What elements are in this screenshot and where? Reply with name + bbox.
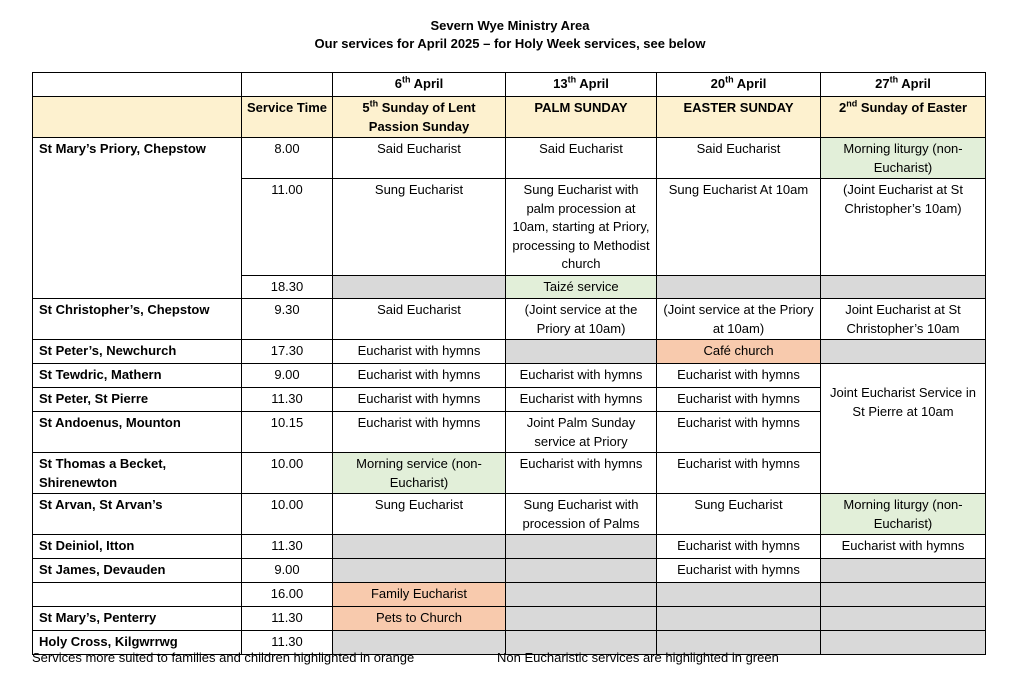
header-row	[33, 97, 986, 138]
empty-cell	[657, 276, 821, 299]
date-row	[33, 73, 986, 97]
location-cell: St Christopher’s, Chepstow	[33, 299, 242, 340]
time-cell: 11.00	[242, 179, 333, 276]
table-row	[33, 607, 986, 631]
empty-cell	[333, 276, 506, 299]
empty-cell	[506, 607, 657, 631]
location-cell: St Mary’s, Penterry	[33, 607, 242, 631]
table-row	[33, 583, 986, 607]
service-cell: Morning liturgy (non-Eucharist)	[821, 138, 986, 179]
document-subtitle: Our services for April 2025 – for Holy Week services, see below	[314, 36, 706, 51]
empty-cell	[821, 276, 986, 299]
service-cell: Eucharist with hymns	[333, 412, 506, 453]
service-cell: Morning liturgy (non-Eucharist)	[821, 494, 986, 535]
service-cell: Sung Eucharist At 10am	[657, 179, 821, 276]
table-row	[33, 494, 986, 535]
location-cell: St Peter’s, Newchurch	[33, 340, 242, 364]
service-cell: (Joint service at the Priory at 10am)	[657, 299, 821, 340]
date-27-april: 27th April	[821, 73, 986, 97]
service-cell: Joint Eucharist at St Christopher’s 10am	[821, 299, 986, 340]
location-cell: St Mary’s Priory, Chepstow	[33, 138, 242, 299]
document-title: Severn Wye Ministry Area	[430, 18, 590, 33]
empty-cell	[657, 607, 821, 631]
service-cell: Eucharist with hymns	[506, 388, 657, 412]
time-cell: 8.00	[242, 138, 333, 179]
service-cell: Sung Eucharist	[333, 179, 506, 276]
table-row	[33, 138, 986, 179]
service-cell: Sung Eucharist with palm procession at 10am, starting at Priory, processing to Methodist church	[506, 179, 657, 276]
location-cell: St Andoenus, Mounton	[33, 412, 242, 453]
empty-cell	[506, 535, 657, 559]
service-cell: Said Eucharist	[657, 138, 821, 179]
time-cell: 9.30	[242, 299, 333, 340]
empty-cell	[821, 340, 986, 364]
services-table	[32, 72, 986, 655]
service-cell: (Joint Eucharist at St Christopher’s 10am)	[821, 179, 986, 276]
sunday-of-lent-header: 5th Sunday of Lent Passion Sunday	[333, 97, 506, 138]
location-cell: St James, Devauden	[33, 559, 242, 583]
location-cell: St Peter, St Pierre	[33, 388, 242, 412]
empty-cell	[506, 583, 657, 607]
service-cell: Sung Eucharist	[657, 494, 821, 535]
location-cell: St Thomas a Becket, Shirenewton	[33, 453, 242, 494]
service-cell: Eucharist with hymns	[657, 453, 821, 494]
footer-orange-note: Services more suited to families and children highlighted in orange	[32, 650, 415, 665]
empty-cell	[333, 535, 506, 559]
time-cell: 16.00	[242, 583, 333, 607]
easter-sunday-header: EASTER SUNDAY	[657, 97, 821, 138]
service-cell: Eucharist with hymns	[333, 364, 506, 388]
time-cell: 10.00	[242, 494, 333, 535]
service-cell: Eucharist with hymns	[657, 412, 821, 453]
empty-cell	[506, 340, 657, 364]
service-cell: Eucharist with hymns	[333, 388, 506, 412]
table-row	[33, 364, 986, 388]
service-cell: Eucharist with hymns	[657, 388, 821, 412]
date-6-april: 6th April	[333, 73, 506, 97]
service-cell: Taizé service	[506, 276, 657, 299]
empty-cell	[657, 583, 821, 607]
time-cell: 11.30	[242, 388, 333, 412]
date-20-april: 20th April	[657, 73, 821, 97]
service-cell: Eucharist with hymns	[333, 340, 506, 364]
service-cell: Said Eucharist	[333, 138, 506, 179]
empty-cell	[821, 559, 986, 583]
empty-cell	[506, 559, 657, 583]
time-cell: 11.30	[242, 535, 333, 559]
service-cell: Eucharist with hymns	[657, 535, 821, 559]
service-time-header: Service Time	[242, 97, 333, 138]
time-cell: 10.00	[242, 453, 333, 494]
service-cell: Eucharist with hymns	[657, 559, 821, 583]
location-cell	[33, 583, 242, 607]
sunday-of-easter-header: 2nd Sunday of Easter	[821, 97, 986, 138]
service-cell: Joint Eucharist Service in St Pierre at 10am	[821, 364, 986, 494]
location-cell: Holy Cross, Kilgwrrwg	[33, 631, 242, 655]
service-cell: Eucharist with hymns	[506, 453, 657, 494]
date-13-april: 13th April	[506, 73, 657, 97]
table-row	[33, 299, 986, 340]
service-cell: Family Eucharist	[333, 583, 506, 607]
empty-header-cell	[33, 97, 242, 138]
table-row	[33, 535, 986, 559]
service-cell: Café church	[657, 340, 821, 364]
location-cell: St Arvan, St Arvan’s	[33, 494, 242, 535]
service-cell: Sung Eucharist with procession of Palms	[506, 494, 657, 535]
service-cell: Morning service (non-Eucharist)	[333, 453, 506, 494]
empty-cell	[242, 73, 333, 97]
time-cell: 9.00	[242, 559, 333, 583]
time-cell: 11.30	[242, 607, 333, 631]
time-cell: 18.30	[242, 276, 333, 299]
empty-cell	[821, 583, 986, 607]
service-cell: Said Eucharist	[333, 299, 506, 340]
location-cell: St Deiniol, Itton	[33, 535, 242, 559]
service-cell: Eucharist with hymns	[506, 364, 657, 388]
time-cell: 11.30	[242, 631, 333, 655]
empty-cell	[821, 607, 986, 631]
service-cell: Said Eucharist	[506, 138, 657, 179]
table-row	[33, 559, 986, 583]
footer-green-note: Non Eucharistic services are highlighted in green	[497, 650, 779, 665]
service-cell: Eucharist with hymns	[821, 535, 986, 559]
palm-sunday-header: PALM SUNDAY	[506, 97, 657, 138]
time-cell: 17.30	[242, 340, 333, 364]
time-cell: 9.00	[242, 364, 333, 388]
time-cell: 10.15	[242, 412, 333, 453]
empty-cell	[33, 73, 242, 97]
location-cell: St Tewdric, Mathern	[33, 364, 242, 388]
service-cell: Sung Eucharist	[333, 494, 506, 535]
service-cell: (Joint service at the Priory at 10am)	[506, 299, 657, 340]
service-cell: Pets to Church	[333, 607, 506, 631]
service-cell: Joint Palm Sunday service at Priory	[506, 412, 657, 453]
service-cell: Eucharist with hymns	[657, 364, 821, 388]
empty-cell	[821, 631, 986, 655]
table-row	[33, 340, 986, 364]
empty-cell	[333, 559, 506, 583]
